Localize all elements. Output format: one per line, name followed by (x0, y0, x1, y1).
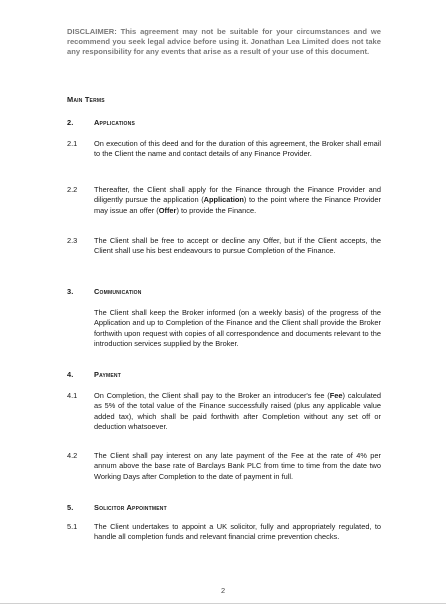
page-divider (0, 603, 446, 604)
disclaimer-text: DISCLAIMER: This agreement may not be suitable for your circumstances and we recommend you seek legal advice before using it. Jonathan Lea Limited does not take any responsibility for any events that arise as a result of your use of this document. (67, 27, 381, 57)
section-number: 3. (67, 287, 74, 296)
main-terms-heading: Main Terms (67, 95, 105, 104)
section-title: Applications (94, 118, 135, 127)
clause-text: The Client undertakes to appoint a UK solicitor, fully and appropriately regulated, to handle all completion funds and relevant financial crime prevention checks. (94, 522, 381, 542)
page-number: 2 (220, 586, 226, 595)
clause-text: On execution of this deed and for the duration of this agreement, the Broker shall email to the Client the name and contact details of any Finance Provider. (94, 139, 381, 159)
section-number: 4. (67, 370, 74, 379)
defined-term-offer: Offer (158, 205, 177, 215)
clause-3-text: The Client shall keep the Broker informed (on a weekly basis) of the progress of the Application and up to Completion of the Finance and the Client shall provide the Broker forthwith upon request with copies of all correspondence and documents relevant to the introduction services supplied by the Broker. (94, 308, 381, 349)
section-number: 5. (67, 503, 74, 512)
clause-2-3 (67, 236, 381, 257)
defined-term-application: Application (203, 195, 244, 205)
section-heading-solicitor-appointment (67, 503, 167, 512)
clause-number: 2.3 (67, 236, 78, 245)
section-heading-communication (67, 287, 142, 296)
clause-text: The Client shall pay interest on any late payment of the Fee at the rate of 4% per annum above the base rate of Barclays Bank PLC from time to time from the date two Working Days after Completion to the date of payment in full. (94, 451, 381, 481)
clause-2-2 (67, 185, 381, 216)
section-number: 2. (67, 118, 74, 127)
clause-text: Thereafter, the Client shall apply for the Finance through the Finance Provider and diligently pursue the application (Application) to the point where the Finance Provider may issue an offer (Offer) to provide the Finance. (94, 185, 381, 215)
clause-number: 4.2 (67, 451, 78, 460)
clause-number: 4.1 (67, 391, 78, 400)
clause-4-2 (67, 451, 381, 482)
clause-number: 5.1 (67, 522, 78, 531)
clause-number: 2.1 (67, 139, 78, 148)
clause-4-1 (67, 391, 381, 433)
section-title: Communication (94, 287, 142, 296)
section-heading-payment (67, 370, 121, 379)
defined-term-fee: Fee (329, 391, 343, 400)
clause-2-1 (67, 139, 381, 160)
clause-5-1 (67, 522, 381, 543)
clause-number: 2.2 (67, 185, 78, 194)
section-heading-applications (67, 118, 135, 127)
section-title: Payment (94, 370, 121, 379)
clause-text: On Completion, the Client shall pay to the Broker an introducer's fee (Fee) calculated as 5% of the total value of the Finance successfully raised (plus any applicable value added tax), which shall be paid forthwith after Completion without any set off or deduction whatsoever. (94, 391, 381, 432)
clause-text: The Client shall be free to accept or decline any Offer, but if the Client accepts, the Client shall use his best endeavours to pursue Completion of the Finance. (94, 236, 381, 256)
section-title: Solicitor Appointment (94, 503, 167, 512)
